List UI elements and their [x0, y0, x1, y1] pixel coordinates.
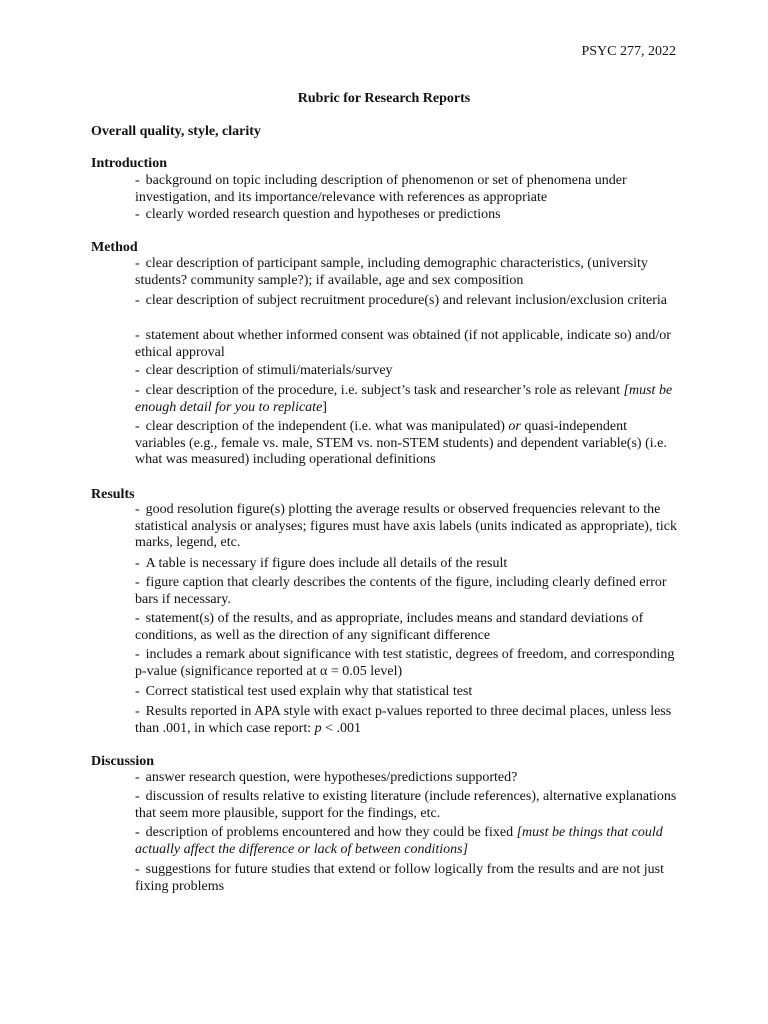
- bullet-dash: -: [135, 611, 140, 626]
- item-text: clear description of subject recruitment procedure(s) and relevant inclusion/exclusion criteria: [145, 293, 667, 308]
- bullet-dash: -: [135, 684, 140, 699]
- item-text: clear description of the procedure, i.e. subject’s task and researcher’s role as relevant: [145, 383, 624, 398]
- list-item: [135, 363, 680, 380]
- list-item: [135, 647, 680, 680]
- item-text-cont: < .001: [321, 720, 362, 736]
- bullet-dash: -: [135, 419, 140, 434]
- bullet-dash: -: [135, 862, 140, 877]
- list-item: [135, 611, 680, 644]
- list-item: [135, 383, 680, 416]
- item-emphasis-or: or: [508, 419, 521, 434]
- bullet-dash: -: [135, 556, 140, 571]
- bullet-dash: -: [135, 207, 140, 222]
- list-item: [135, 256, 680, 289]
- item-text: answer research question, were hypotheses/predictions supported?: [145, 770, 518, 785]
- bullet-dash: -: [135, 575, 140, 590]
- list-item: [135, 862, 680, 895]
- item-p-symbol: p: [314, 720, 322, 736]
- item-text: statement about whether informed consent was obtained (if not applicable, indicate so) and/or ethical approval: [135, 328, 671, 360]
- bullet-dash: -: [135, 293, 140, 308]
- list-item: [135, 575, 680, 608]
- section-heading-introduction: Introduction: [91, 156, 167, 171]
- item-close-bracket: ]: [322, 399, 327, 415]
- bullet-dash: -: [135, 704, 140, 719]
- course-label: PSYC 277, 2022: [581, 44, 676, 59]
- section-heading-method: Method: [91, 240, 138, 255]
- list-item: [135, 825, 680, 858]
- bullet-dash: -: [135, 383, 140, 398]
- list-item: [135, 704, 680, 737]
- item-text: good resolution figure(s) plotting the average results or observed frequencies relevant to the statistical analysis or analyses; figures must have axis labels (units indicated as appropriate), tick marks, legend, etc.: [135, 502, 677, 550]
- list-item: [135, 502, 680, 552]
- overall-heading: Overall quality, style, clarity: [91, 124, 261, 139]
- item-text: suggestions for future studies that extend or follow logically from the results and are not just fixing problems: [135, 862, 664, 894]
- section-heading-results: Results: [91, 487, 135, 502]
- list-item: [135, 789, 680, 822]
- list-item: [135, 328, 680, 361]
- bullet-dash: -: [135, 647, 140, 662]
- bullet-dash: -: [135, 789, 140, 804]
- list-item: [135, 684, 680, 701]
- item-text: clear description of the independent (i.e. what was manipulated): [145, 419, 509, 434]
- item-text-cont: quasi-independent variables (e.g., female vs. male, STEM vs. non-STEM students) and dependent variable(s) (i.e. what was measured) including operational definitions: [135, 419, 667, 467]
- page-title: Rubric for Research Reports: [297, 91, 471, 106]
- bullet-dash: -: [135, 502, 140, 517]
- bullet-dash: -: [135, 173, 140, 188]
- bullet-dash: -: [135, 256, 140, 271]
- item-text: background on topic including description of phenomenon or set of phenomena under investigation, and its importance/relevance with references as appropriate: [135, 173, 627, 205]
- item-text: clear description of stimuli/materials/survey: [145, 363, 393, 378]
- list-item: [135, 770, 680, 787]
- list-item: [135, 173, 680, 206]
- item-text: description of problems encountered and how they could be fixed: [145, 825, 517, 840]
- item-text: Results reported in APA style with exact p-values reported to three decimal places, unless less than .001, in which case report:: [135, 704, 672, 736]
- item-text: clearly worded research question and hypotheses or predictions: [145, 207, 501, 222]
- item-text: includes a remark about significance with test statistic, degrees of freedom, and corresponding p-value (significance reported at α = 0.05 level): [135, 647, 675, 679]
- bullet-dash: -: [135, 825, 140, 840]
- item-note: [must be enough detail for you to replicate: [135, 383, 673, 415]
- item-text: figure caption that clearly describes the contents of the figure, including clearly defined error bars if necessary.: [135, 575, 667, 607]
- item-note: [must be things that could actually affect the difference or lack of between conditions]: [135, 825, 663, 857]
- item-text: Correct statistical test used explain why that statistical test: [145, 684, 473, 699]
- list-item: [135, 556, 680, 573]
- item-text: discussion of results relative to existing literature (include references), alternative explanations that seem more plausible, support for the findings, etc.: [135, 789, 677, 821]
- bullet-dash: -: [135, 328, 140, 343]
- item-text: statement(s) of the results, and as appropriate, includes means and standard deviations of conditions, as well as the direction of any significant difference: [135, 611, 644, 643]
- item-text: A table is necessary if figure does include all details of the result: [145, 556, 508, 571]
- item-text: clear description of participant sample, including demographic characteristics, (university students? community sample?); if available, age and sex composition: [135, 256, 648, 288]
- bullet-dash: -: [135, 770, 140, 785]
- bullet-dash: -: [135, 363, 140, 378]
- list-item: [135, 293, 680, 310]
- list-item: [135, 207, 680, 224]
- section-heading-discussion: Discussion: [91, 754, 155, 769]
- list-item: [135, 419, 680, 469]
